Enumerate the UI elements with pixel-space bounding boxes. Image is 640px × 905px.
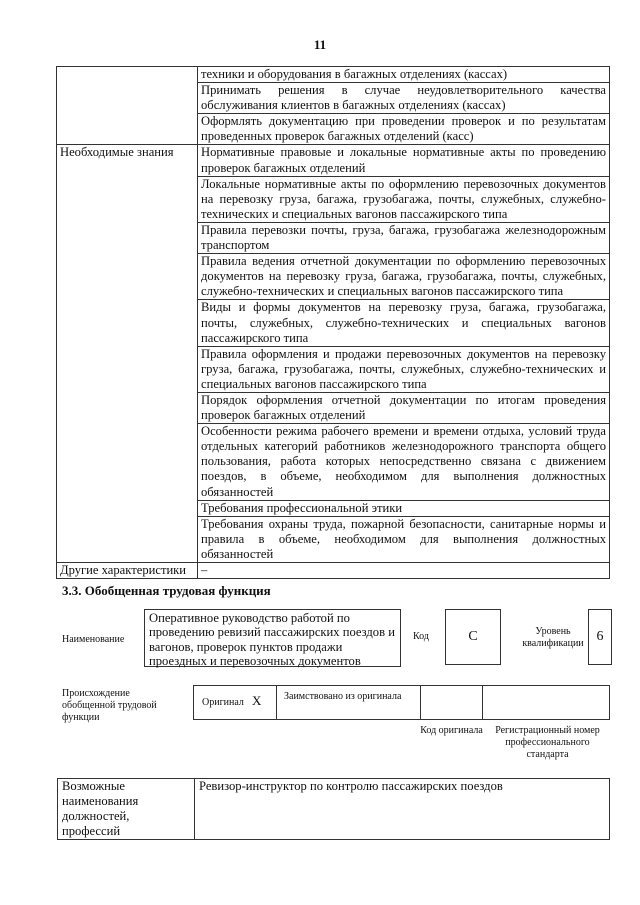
- other-text: –: [198, 563, 610, 579]
- row-label: [57, 346, 198, 392]
- positions-value: Ревизор-инструктор по контролю пассажирских поездов: [195, 779, 610, 840]
- code-value-box: C: [445, 609, 501, 665]
- row-label: [57, 300, 198, 346]
- code-label: Код: [413, 631, 429, 642]
- row-label: [57, 392, 198, 423]
- row-text: Нормативные правовые и локальные нормативные акты по проведению проверок багажных отделений: [198, 145, 610, 176]
- section-title: 3.3. Обобщенная трудовая функция: [62, 583, 271, 598]
- name-label: Наименование: [62, 634, 125, 645]
- page-number: 11: [313, 37, 327, 52]
- knowledge-table: [56, 66, 610, 579]
- original-cell: [193, 685, 277, 720]
- row-text: Принимать решения в случае неудовлетворительного качества обслуживания клиентов в багажных отделениях (кассах): [198, 83, 610, 114]
- table-row: [57, 500, 610, 516]
- table-row: [57, 222, 610, 253]
- row-text: Особенности режима рабочего времени и времени отдыха, условий труда отдельных категорий работников железнодорожного транспорта общего пользования, работа которых непосредственно связана с движением поездов, в объеме, необходимом для выполнения должностных обязанностей: [198, 424, 610, 500]
- row-label: [57, 83, 198, 114]
- level-label: Уровень квалификации: [522, 626, 584, 649]
- row-label: [57, 176, 198, 222]
- row-label: Необходимые знания: [57, 145, 198, 176]
- reg-number-label: Регистрационный номер профессионального стандарта: [495, 725, 600, 760]
- row-text: Виды и формы документов на перевозку груза, багажа, грузобагажа, почты, служебных, служебно-технических и специальных вагонов пассажирского типа: [198, 300, 610, 346]
- level-value-box: 6: [588, 609, 612, 665]
- original-mark: X: [252, 693, 262, 708]
- original-label: Оригинал: [202, 697, 244, 708]
- borrowed-cell: Заимствовано из оригинала: [276, 685, 421, 720]
- row-text: Правила оформления и продажи перевозочных документов на перевозку груза, багажа, грузобагажа, почты, служебных, служебно-технических и специальных вагонов пассажирского типа: [198, 346, 610, 392]
- table-row: [57, 346, 610, 392]
- table-row: [57, 83, 610, 114]
- table-row: [57, 254, 610, 300]
- row-text: Порядок оформления отчетной документации по итогам проведения проверок багажных отделений: [198, 392, 610, 423]
- table-row: [57, 114, 610, 145]
- row-text: техники и оборудования в багажных отделениях (кассах): [198, 67, 610, 83]
- positions-label: Возможные наименования должностей, профессий: [58, 779, 195, 840]
- row-label: [57, 500, 198, 516]
- row-text: Оформлять документацию при проведении проверок и по результатам проведенных проверок багажных отделений (касс): [198, 114, 610, 145]
- table-row: [57, 300, 610, 346]
- table-row: [57, 67, 610, 83]
- row-label: [57, 424, 198, 500]
- function-name-box: Оперативное руководство работой по проведению ревизий пассажирских поездов и вагонов, проверок пунктов продажи проездных и перевозочных документов: [144, 609, 401, 667]
- code-original-cell: [420, 685, 483, 720]
- table-row: [57, 176, 610, 222]
- other-label: Другие характеристики: [57, 563, 198, 579]
- row-text: Правила перевозки почты, груза, багажа, грузобагажа железнодорожным транспортом: [198, 222, 610, 253]
- row-label: [57, 222, 198, 253]
- row-label: [57, 114, 198, 145]
- code-original-label: Код оригинала: [420, 725, 483, 736]
- table-row: [57, 392, 610, 423]
- table-row-other: [57, 563, 610, 579]
- table-row: [57, 516, 610, 562]
- row-text: Локальные нормативные акты по оформлению перевозочных документов на перевозку груза, багажа, грузобагажа, почты, служебных, служебно-технических и специальных вагонов пассажирского типа: [198, 176, 610, 222]
- row-text: Требования профессиональной этики: [198, 500, 610, 516]
- table-row: [57, 424, 610, 500]
- origin-label: Происхождение обобщенной трудовой функции: [62, 688, 157, 723]
- table-row: [57, 145, 610, 176]
- row-text: Правила ведения отчетной документации по оформлению перевозочных документов на перевозку груза, багажа, грузобагажа, почты, служебных, служебно-технических и специальных вагонов пассажирского типа: [198, 254, 610, 300]
- row-label: [57, 516, 198, 562]
- positions-table: [57, 778, 610, 840]
- row-label: [57, 254, 198, 300]
- reg-number-cell: [482, 685, 610, 720]
- row-text: Требования охраны труда, пожарной безопасности, санитарные нормы и правила в объеме, необходимом для выполнения должностных обязанностей: [198, 516, 610, 562]
- row-label: [57, 67, 198, 83]
